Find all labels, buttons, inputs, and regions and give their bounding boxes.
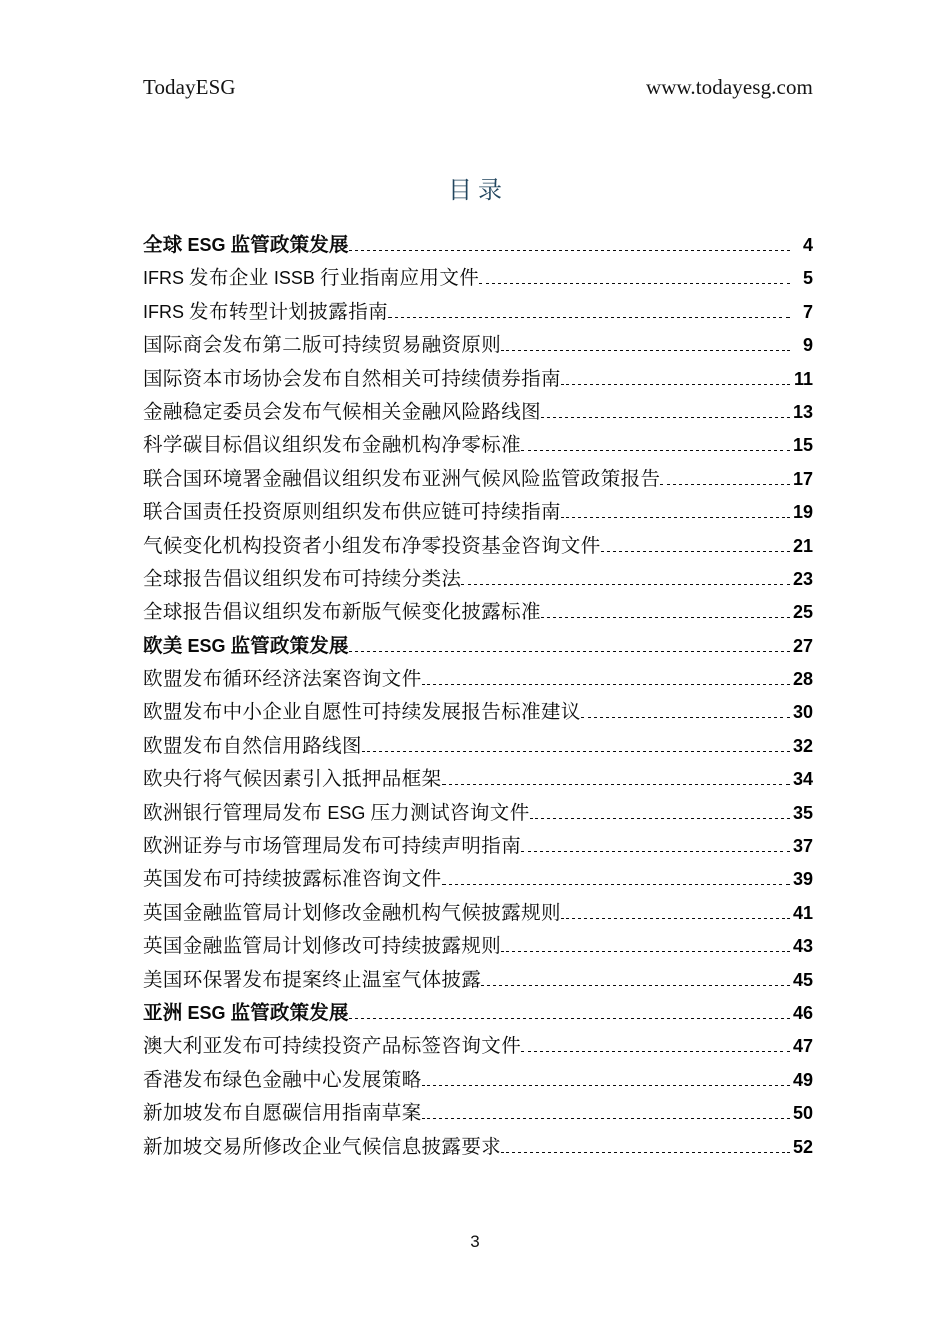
toc-entry-page-number: 9 [802,335,813,356]
toc-entry-page-number: 41 [792,902,813,923]
toc-sub-entry[interactable] [143,1097,813,1130]
toc-entry-label: 联合国责任投资原则组织发布供应链可持续指南 [143,502,561,524]
toc-sub-entry[interactable] [143,496,813,529]
toc-sub-entry[interactable] [143,463,813,496]
toc-entry-label: 金融稳定委员会发布气候相关金融风险路线图 [143,401,542,423]
dot-leader [561,384,790,385]
toc-entry-label: 澳大利亚发布可持续投资产品标签咨询文件 [143,1036,522,1058]
toc-entry-page-number: 28 [792,669,813,690]
toc-entry-label: 全球报告倡议组织发布可持续分类法 [143,568,462,590]
dot-leader [581,717,790,718]
dot-leader [501,350,790,351]
toc-sub-entry[interactable] [143,730,813,763]
toc-entry-label: 欧盟发布自然信用路线图 [143,735,362,757]
dot-leader [541,417,790,418]
toc-entry-label: 联合国环境署金融倡议组织发布亚洲气候风险监管政策报告 [143,468,661,490]
toc-entry-page-number: 5 [802,268,813,289]
toc-entry-page-number: 34 [792,769,813,790]
toc-sub-entry[interactable] [143,830,813,863]
toc-entry-label: 全球报告倡议组织发布新版气候变化披露标准 [143,602,542,624]
toc-entry-label: 英国金融监管局计划修改金融机构气候披露规则 [143,902,561,924]
toc-entry-label: IFRS 发布转型计划披露指南 [143,301,389,323]
toc-entry-page-number: 27 [792,635,813,656]
dot-leader [601,551,790,552]
toc-sub-entry[interactable] [143,596,813,629]
toc-entry-label: 欧洲银行管理局发布 ESG 压力测试咨询文件 [143,802,530,824]
toc-entry-label: 气候变化机构投资者小组发布净零投资基金咨询文件 [143,535,601,557]
toc-sub-entry[interactable] [143,396,813,429]
toc-sub-entry[interactable] [143,964,813,997]
toc-entry-label: 欧美 ESG 监管政策发展 [143,635,349,657]
toc-sub-entry[interactable] [143,262,813,295]
toc-entry-page-number: 4 [802,235,813,255]
toc-sub-entry[interactable] [143,797,813,830]
toc-entry-page-number: 46 [792,1002,813,1023]
toc-entry-page-number: 43 [792,936,813,957]
toc-entry-label: 亚洲 ESG 监管政策发展 [143,1002,349,1024]
toc-entry-page-number: 7 [802,301,813,322]
dot-leader [388,317,790,318]
toc-entry-label: 欧央行将气候因素引入抵押品框架 [143,769,442,791]
dot-leader [521,1051,790,1052]
website-url: www.todayesg.com [645,75,813,99]
page-title: 目录 [448,178,508,204]
toc-entry-label: 欧盟发布中小企业自愿性可持续发展报告标准建议 [143,702,581,724]
toc-entry-label: IFRS 发布企业 ISSB 行业指南应用文件 [143,268,480,290]
dot-leader [561,918,790,919]
dot-leader [561,517,790,518]
toc-sub-entry[interactable] [143,1131,813,1164]
toc-entry-page-number: 49 [792,1069,813,1090]
toc-section-entry[interactable] [143,997,813,1030]
toc-sub-entry[interactable] [143,696,813,729]
toc-sub-entry[interactable] [143,897,813,930]
dot-leader [521,450,790,451]
dot-leader [461,584,790,585]
toc-entry-label: 全球 ESG 监管政策发展 [143,235,349,256]
toc-sub-entry[interactable] [143,563,813,596]
toc-entry-label: 香港发布绿色金融中心发展策略 [143,1069,422,1091]
toc-sub-entry[interactable] [143,763,813,796]
dot-leader [481,985,790,986]
dot-leader [349,250,790,251]
footer-page-number: 3 [470,1232,480,1251]
toc-sub-entry[interactable] [143,296,813,329]
dot-leader [541,617,790,618]
toc-entry-label: 英国发布可持续披露标准咨询文件 [143,869,442,891]
toc-entry-page-number: 19 [792,502,813,523]
toc-entry-page-number: 35 [792,802,813,823]
toc-entry-page-number: 11 [793,368,813,389]
toc-entry-page-number: 32 [792,735,813,756]
toc-sub-entry[interactable] [143,863,813,896]
dot-leader [501,951,790,952]
toc-entry-label: 新加坡交易所修改企业气候信息披露要求 [143,1136,502,1158]
toc-sub-entry[interactable] [143,663,813,696]
toc-entry-page-number: 47 [792,1036,813,1057]
toc-entry-label: 新加坡发布自愿碳信用指南草案 [143,1103,422,1125]
toc-sub-entry[interactable] [143,429,813,462]
toc-entry-label: 国际商会发布第二版可持续贸易融资原则 [143,335,502,357]
toc-sub-entry[interactable] [143,363,813,396]
toc-entry-page-number: 50 [792,1103,813,1124]
dot-leader [362,751,790,752]
dot-leader [442,784,790,785]
toc-sub-entry[interactable] [143,530,813,563]
toc-section-entry[interactable] [143,630,813,663]
toc-entry-page-number: 15 [792,435,813,456]
toc-entry-page-number: 45 [792,969,813,990]
toc-entry-page-number: 39 [792,869,813,890]
table-of-contents [143,229,813,1164]
dot-leader [501,1152,790,1153]
toc-section-entry[interactable] [143,229,813,262]
toc-entry-page-number: 52 [792,1136,813,1157]
dot-leader [422,1085,790,1086]
dot-leader [479,283,790,284]
toc-entry-page-number: 30 [792,702,813,723]
toc-entry-label: 欧盟发布循环经济法案咨询文件 [143,669,422,691]
toc-entry-page-number: 37 [792,836,813,857]
toc-entry-page-number: 23 [792,568,813,589]
toc-entry-label: 美国环保署发布提案终止温室气体披露 [143,969,482,991]
dot-leader [349,651,790,652]
toc-entry-page-number: 21 [792,535,813,556]
dot-leader [349,1018,790,1019]
dot-leader [530,818,790,819]
toc-entry-page-number: 17 [792,468,813,489]
toc-sub-entry[interactable] [143,1030,813,1063]
dot-leader [422,1118,790,1119]
toc-sub-entry[interactable] [143,1064,813,1097]
toc-entry-label: 欧洲证券与市场管理局发布可持续声明指南 [143,836,522,858]
dot-leader [521,851,790,852]
dot-leader [660,484,790,485]
toc-sub-entry[interactable] [143,329,813,362]
brand-name: TodayESG [143,75,236,99]
toc-entry-label: 国际资本市场协会发布自然相关可持续债券指南 [143,368,561,390]
toc-sub-entry[interactable] [143,930,813,963]
dot-leader [442,884,790,885]
toc-entry-label: 科学碳目标倡议组织发布金融机构净零标准 [143,435,522,457]
toc-entry-page-number: 13 [792,401,813,422]
running-header [143,76,813,99]
toc-entry-label: 英国金融监管局计划修改可持续披露规则 [143,936,502,958]
dot-leader [422,684,790,685]
toc-entry-page-number: 25 [792,602,813,623]
